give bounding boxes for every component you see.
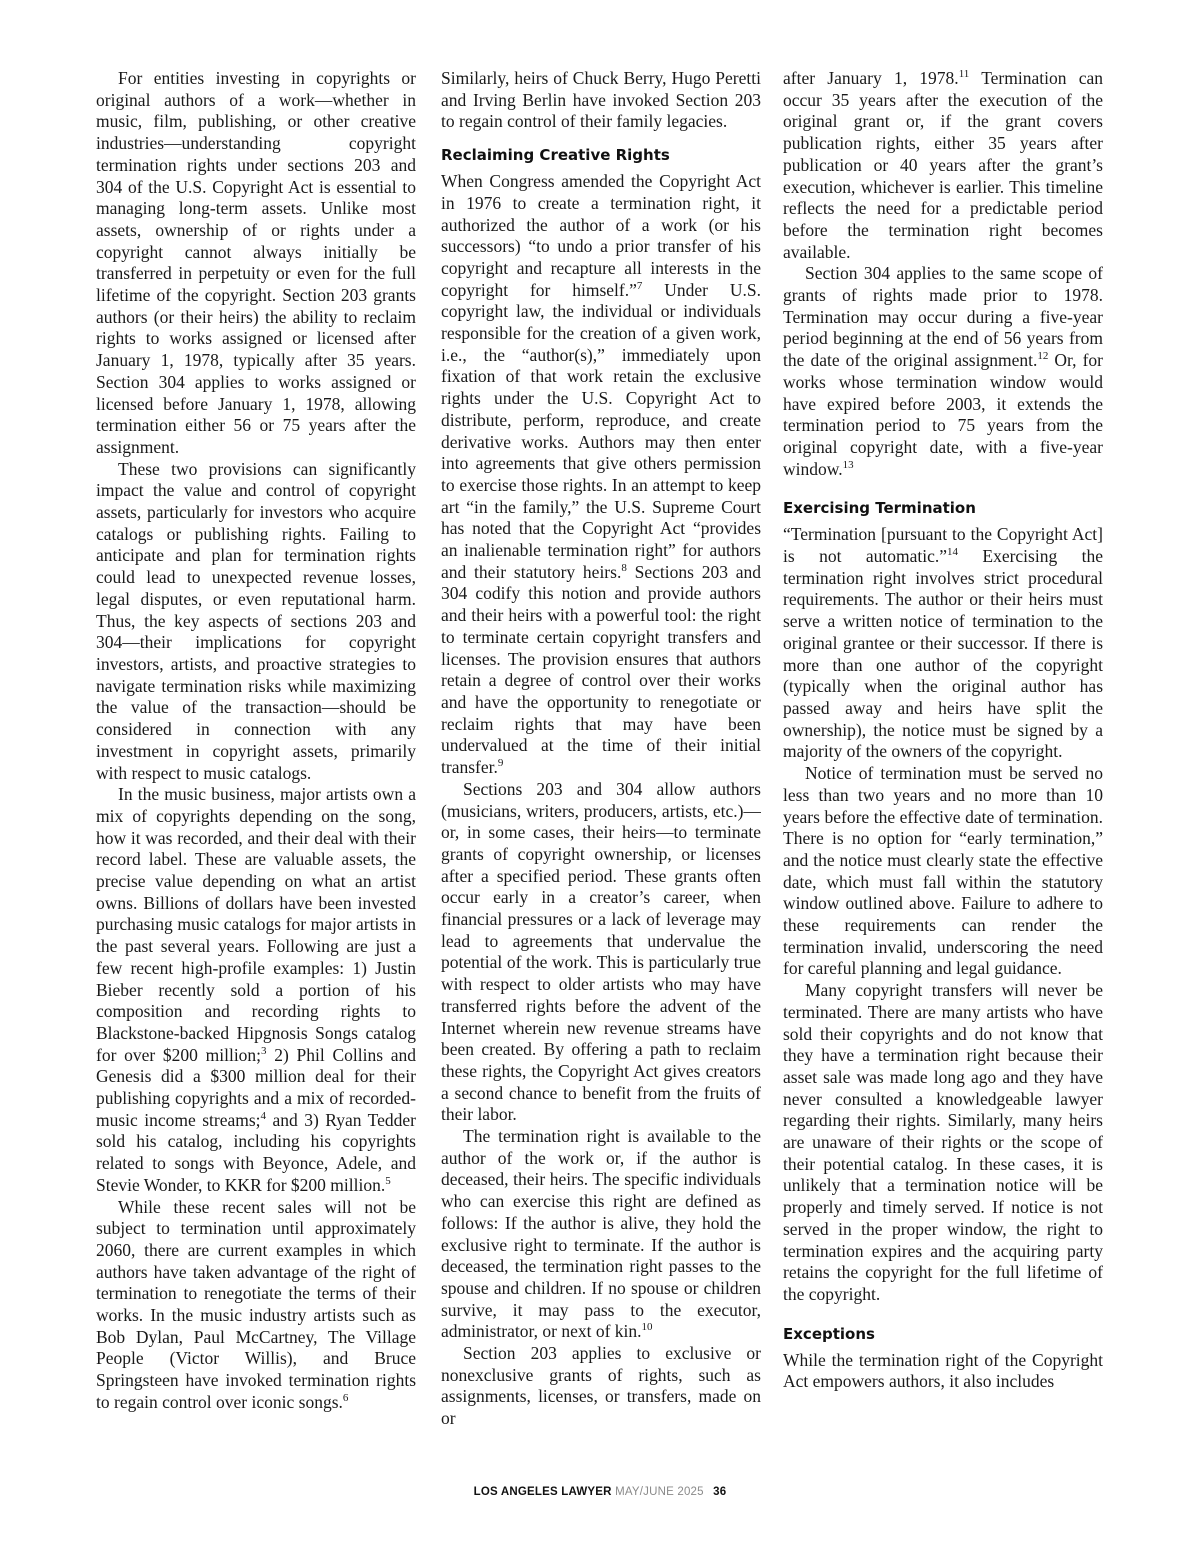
text-run: Sections 203 and 304 codify this notion and provide authors and their heirs with a powerful tool: the right to terminate certain copyright transfers and licenses. The provision ensures that authors retain a degree of control over their works and have the opportunity to renegotiate or reclaim rights that may have been undervalued at the time of their initial transfer. (441, 561, 761, 778)
paragraph (96, 459, 416, 785)
text-run: after January 1, 1978. (783, 68, 959, 88)
footnote-ref: 4 (260, 1109, 267, 1122)
paragraph (441, 171, 761, 779)
section-heading: Exercising Termination (783, 499, 976, 518)
text-run: Or, for works whose termination window would have expired before 2003, it extends the termination period to 75 years from the original copyright date, with a five-year window. (783, 350, 1103, 479)
text-run: Exercising the termination right involves strict procedural requirements. The author or their heirs must serve a written notice of termination to the original grantee or their successor. If there is more than one author of the copyright (typically when the original author has passed away and heirs have split the ownership), the notice must be signed by a majority of the owners of the copyright. (783, 546, 1103, 762)
footnote-ref: 14 (946, 546, 958, 559)
text-column-3 (783, 68, 1103, 1468)
text-run: The termination right is available to the author of the work or, if the author is deceased, their heirs. The specific individuals who can exercise this right are defined as follows: If the author is alive, they hold the exclusive right to terminate. If the author is deceased, the termination right passes to the spouse and children. If no spouse or children survive, it may pass to the executor, administrator, or next of kin. (441, 1126, 761, 1342)
footnote-ref: 6 (342, 1392, 349, 1405)
paragraph (783, 68, 1103, 263)
paragraph: Notice of termination must be served no less than two years and no more than 10 years before the effective date of termination. There is no option for “early termination,” and the notice must clearly state the effective date, which must fall within the statutory window outlined above. Failure to adhere to these requirements can render the termination invalid, underscoring the need for careful planning and legal guidance. (783, 763, 1103, 979)
section-heading: Exceptions (783, 1324, 875, 1343)
footnote-ref: 5 (385, 1175, 391, 1188)
paragraph: Section 203 applies to exclusive or nonexclusive grants of rights, such as assignments, licenses, or transfers, made on or (441, 1343, 761, 1429)
text-run: These two provisions can significantly impact the value and control of copyright assets, particularly for investors who acquire catalogs or publishing rights. Failing to anticipate and plan for termination rights could lead to unexpected revenue losses, legal disputes, or even reputational harm. Thus, the key aspects of sections 203 and 304—their implications for copyright investors, artists, and proactive strategies to navigate termination risks while maximizing the value of the transaction—should be considered in connection with any investment in copyright assets, primarily with respect to music catalogs. (96, 458, 416, 783)
page-number: 36 (713, 1486, 727, 1498)
paragraph (783, 263, 1103, 480)
paragraph: Sections 203 and 304 allow authors (musicians, writers, producers, artists, etc.)—or, in some cases, their heirs—to terminate grants of copyright ownership, or licenses after a specified period. These grants often occur early in a creator’s career, when financial pressures or a lack of leverage may lead to agreements that undervalue the potential of the work. This is particularly true with respect to older artists who may have transferred rights before the advent of the Internet wherein new revenue streams have been created. By offering a path to reclaim these rights, the Copyright Act gives creators a second chance to benefit from the fruits of their labor. (441, 778, 761, 1125)
text-run: Under U.S. copyright law, the individual or individuals responsible for the creation of a given work, i.e., the “author(s),” immediately upon fixation of that work retain the exclusive rights under the U.S. Copyright Act to distribute, perform, reproduce, and create derivative works. Authors may then enter into agreements that give others permission to exercise those rights. In an attempt to keep art “in the family,” the U.S. Supreme Court has noted that the Copyright Act “provides an inalienable termination right” for authors and their statutory heirs. (441, 279, 761, 582)
footnote-ref: 11 (958, 68, 970, 81)
footnote-ref: 3 (261, 1044, 267, 1057)
paragraph (783, 524, 1103, 763)
footnote-ref: 12 (1037, 350, 1049, 363)
footnote-ref: 9 (497, 757, 504, 770)
text-run: 2) Phil Collins and Genesis did a $300 million deal for their publishing copyrights and a mix of recorded-music income streams; (96, 1044, 416, 1130)
paragraph (96, 1197, 416, 1414)
paragraph (96, 784, 416, 1196)
publication-name: LOS ANGELES LAWYER (473, 1486, 612, 1498)
section-heading: Reclaiming Creative Rights (441, 146, 670, 165)
text-run: While these recent sales will not be subject to termination until approximately 2060, there are current examples in which authors have taken advantage of the right of termination to renegotiate the terms of their works. In the music industry artists such as Bob Dylan, Paul McCartney, The Village People (Victor Willis), and Bruce Springsteen have invoked termination rights to regain control over iconic songs. (96, 1196, 416, 1412)
issue-date: MAY/JUNE 2025 (615, 1486, 704, 1498)
paragraph (441, 1126, 761, 1343)
text-run: “Termination [pursuant to the Copyright Act] is not automatic.” (783, 524, 1103, 567)
text-column-1 (96, 68, 416, 1468)
footnote-ref: 7 (636, 279, 643, 292)
footnote-ref: 13 (842, 458, 854, 471)
footnote-ref: 8 (621, 561, 627, 574)
text-run: Termination can occur 35 years after the execution of the original grant or, if the grant covers publication rights, either 35 years after publication or 40 years after the grant’s execution, whichever is earlier. This timeline reflects the need for a predictable period before the termination right becomes available. (783, 68, 1103, 262)
page-footer (0, 1486, 1200, 1498)
text-column-2 (441, 68, 761, 1468)
text-run: When Congress amended the Copyright Act in 1976 to create a termination right, it authorized the author of a work (or his successors) “to undo a prior transfer of his copyright and recapture all interests in the copyright for himself.” (441, 171, 761, 300)
paragraph: For entities investing in copyrights or original authors of a work—whether in music, film, publishing, or other creative industries—understanding copyright termination rights under sections 203 and 304 of the U.S. Copyright Act is essential to managing long-term assets. Unlike most assets, ownership of or rights under a copyright cannot always initially be transferred in perpetuity or even for the full lifetime of the copyright. Section 203 grants authors (or their heirs) the ability to reclaim rights to works assigned or licensed after January 1, 1978, typically after 35 years. Section 304 applies to works assigned or licensed before January 1, 1978, allowing termination either 56 or 75 years after the assignment. (96, 68, 416, 457)
paragraph: Many copyright transfers will never be terminated. There are many artists who have sold their copyrights and do not know that they have a termination right because their asset sale was made long ago and they have never consulted a knowledgeable lawyer regarding their rights. Similarly, many heirs are unaware of their rights or the scope of their potential catalog. In these cases, it is unlikely that a termination notice will be properly and timely served. If notice is not served in the proper window, the right to termination expires and the acquiring party retains the copyright for the full lifetime of the copyright. (783, 980, 1103, 1304)
footnote-ref: 10 (641, 1321, 653, 1334)
text-run: and 3) Ryan Tedder sold his catalog, including his copyrights related to songs with Beyonce, Adele, and Stevie Wonder, to KKR for $200 million. (96, 1109, 416, 1195)
text-run: In the music business, major artists own a mix of copyrights depending on the song, how it was recorded, and their deal with their record label. These are valuable assets, the precise value depending on what an artist owns. Billions of dollars have been invested purchasing music catalogs for major artists in the past several years. Following are just a few recent high-profile examples: 1) Justin Bieber recently sold a portion of his composition and recording rights to Blackstone-backed Hipgnosis Songs catalog for over $200 million; (96, 784, 416, 1065)
paragraph: While the termination right of the Copyright Act empowers authors, it also includes (783, 1349, 1103, 1392)
paragraph: Similarly, heirs of Chuck Berry, Hugo Peretti and Irving Berlin have invoked Section 203 to regain control of their family legacies. (441, 68, 761, 132)
text-run: Section 304 applies to the same scope of grants of rights made prior to 1978. Termination may occur during a five-year period beginning at the end of 56 years from the date of the original assignment. (783, 263, 1103, 371)
